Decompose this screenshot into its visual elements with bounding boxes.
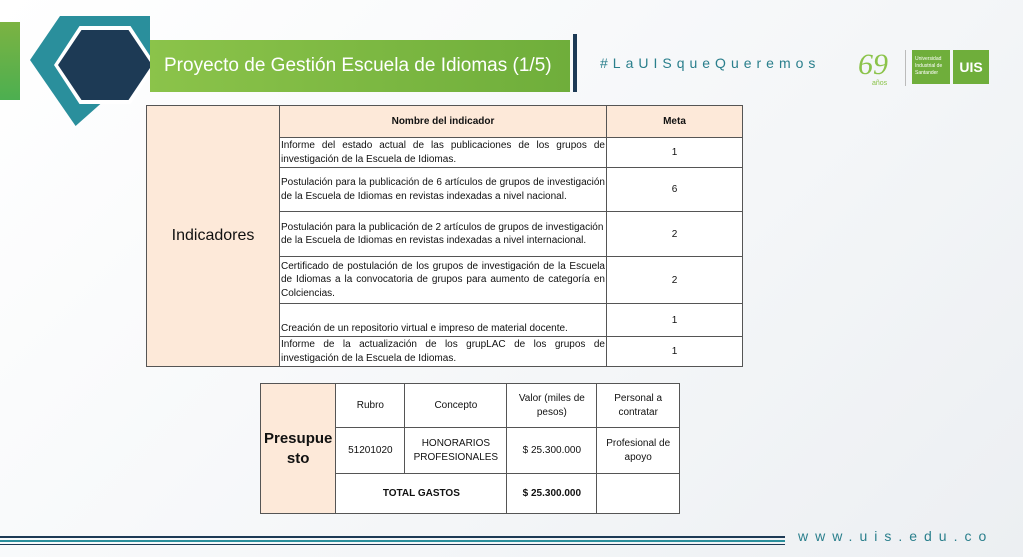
col-header-personal: Personal a contratar (597, 384, 680, 428)
indicator-name: Postulación para la publicación de 6 artículos de grupos de investigación de la Escuela de Idiomas en revistas indexadas a nivel nacional. (280, 168, 607, 212)
hashtag: #LaUISqueQueremos (600, 55, 821, 71)
page-title: Proyecto de Gestión Escuela de Idiomas (1/5) (164, 55, 552, 76)
indicator-meta: 1 (607, 304, 743, 337)
logo-divider (905, 50, 906, 86)
valor-value: $ 25.300.000 (507, 428, 597, 474)
footer-line (0, 544, 785, 545)
title-divider (573, 34, 577, 92)
col-header-nombre: Nombre del indicador (280, 106, 607, 138)
indicator-name: Creación de un repositorio virtual e impreso de material docente. (280, 304, 607, 337)
indicadores-table (146, 105, 743, 367)
concepto-value: HONORARIOS PROFESIONALES (405, 428, 507, 474)
indicator-name: Informe de la actualización de los grupLAC de los grupos de investigación de la Escuela de Idiomas. (280, 337, 607, 367)
university-logo-text: Universidad Industrial de Santander (912, 50, 950, 84)
presupuesto-table (260, 383, 680, 514)
indicator-name: Informe del estado actual de las publicaciones de los grupos de investigación de la Escuela de Idiomas. (280, 138, 607, 168)
col-header-concepto: Concepto (405, 384, 507, 428)
presupuesto-label: Presupue sto (261, 384, 336, 514)
anniversary-logo: 69 (858, 48, 888, 81)
anniversary-logo-sub: años (872, 80, 888, 87)
title-bar (150, 40, 570, 92)
footer-line (0, 536, 785, 538)
footer-url[interactable]: www.uis.edu.co (798, 528, 994, 544)
indicadores-label: Indicadores (147, 106, 280, 367)
indicator-meta: 1 (607, 138, 743, 168)
total-label: TOTAL GASTOS (336, 474, 507, 514)
total-value: $ 25.300.000 (507, 474, 597, 514)
indicator-name: Certificado de postulación de los grupos de investigación de la Escuela de Idiomas a la convocatoria de grupos para aumento de categoría en Colciencias. (280, 257, 607, 304)
header-accent-green (0, 22, 20, 100)
personal-value: Profesional de apoyo (597, 428, 680, 474)
uis-logo: UIS (953, 50, 989, 84)
footer-line (0, 540, 785, 542)
col-header-meta: Meta (607, 106, 743, 138)
col-header-valor: Valor (miles de pesos) (507, 384, 597, 428)
indicator-name: Postulación para la publicación de 2 artículos de grupos de investigación de la Escuela de Idiomas en revistas indexadas a nivel internacional. (280, 212, 607, 257)
indicator-meta: 1 (607, 337, 743, 367)
col-header-rubro: Rubro (336, 384, 405, 428)
total-empty-cell (597, 474, 680, 514)
rubro-value: 51201020 (336, 428, 405, 474)
indicator-meta: 2 (607, 212, 743, 257)
indicator-meta: 2 (607, 257, 743, 304)
indicator-meta: 6 (607, 168, 743, 212)
